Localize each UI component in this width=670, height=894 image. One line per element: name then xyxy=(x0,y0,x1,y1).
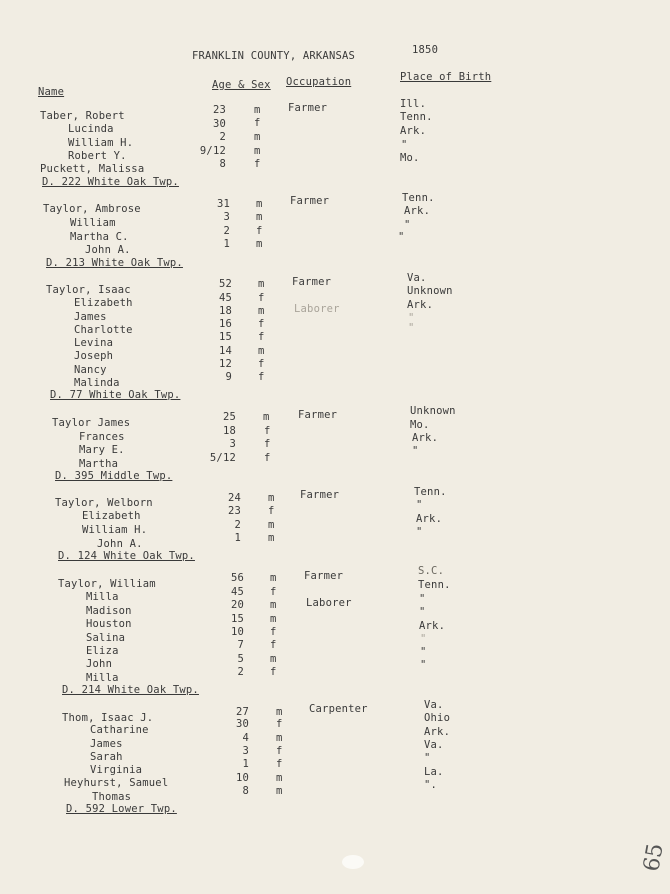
person-name: Malinda xyxy=(74,377,120,389)
person-sex: f xyxy=(258,331,265,343)
person-sex: f xyxy=(258,318,265,330)
person-sex: f xyxy=(258,358,265,370)
person-age: 12 xyxy=(218,358,232,370)
person-name: Milla xyxy=(86,591,119,603)
person-name: John A. xyxy=(85,244,131,256)
person-birthplace: Va. xyxy=(407,272,427,284)
dwelling-label: D. 124 White Oak Twp. xyxy=(58,550,195,562)
person-sex: f xyxy=(268,505,275,517)
person-sex: m xyxy=(268,519,275,531)
person-age: 2 xyxy=(219,131,226,143)
dwelling-label: D. 395 Middle Twp. xyxy=(55,470,173,482)
person-sex: m xyxy=(256,211,263,223)
person-sex: m xyxy=(270,653,277,665)
person-sex: m xyxy=(263,411,270,423)
person-birthplace: Mo. xyxy=(400,152,420,164)
page-number: 65 xyxy=(639,841,669,874)
person-name: Charlotte xyxy=(74,324,133,336)
person-name: Martha C. xyxy=(70,231,129,243)
person-birthplace: Va. xyxy=(424,739,444,751)
person-age: 1 xyxy=(242,758,249,770)
person-name: Thom, Isaac J. xyxy=(62,712,154,724)
person-sex: f xyxy=(258,292,265,304)
person-birthplace: Unknown xyxy=(410,405,456,417)
person-name: Milla xyxy=(86,672,119,684)
person-birthplace: Tenn. xyxy=(418,579,451,591)
person-name: Houston xyxy=(86,618,132,630)
person-age: 31 xyxy=(216,198,230,210)
person-name: Lucinda xyxy=(68,123,114,135)
person-age: 18 xyxy=(218,305,232,317)
person-occupation: Laborer xyxy=(306,597,352,609)
person-age: 10 xyxy=(230,626,244,638)
person-sex: m xyxy=(258,278,265,290)
person-occupation: Farmer xyxy=(292,276,332,288)
person-name: Frances xyxy=(79,431,125,443)
person-sex: f xyxy=(264,438,271,450)
person-name: Taber, Robert xyxy=(40,110,125,122)
person-age: 3 xyxy=(223,211,230,223)
person-sex: f xyxy=(276,745,283,757)
dwelling-label: D. 222 White Oak Twp. xyxy=(42,176,179,188)
paper-blemish xyxy=(342,855,364,869)
person-occupation: Farmer xyxy=(304,570,344,582)
person-age: 3 xyxy=(242,745,249,757)
person-age: 9 xyxy=(225,371,232,383)
person-name: Elizabeth xyxy=(74,297,133,309)
person-birthplace: Ark. xyxy=(404,205,431,217)
person-age: 23 xyxy=(212,104,226,116)
person-age: 10 xyxy=(235,772,249,784)
person-age: 14 xyxy=(218,345,232,357)
person-birthplace: Unknown xyxy=(407,285,453,297)
person-name: William xyxy=(70,217,116,229)
person-age: 2 xyxy=(234,519,241,531)
person-sex: f xyxy=(254,117,261,129)
person-sex: f xyxy=(270,586,277,598)
person-age: 24 xyxy=(227,492,241,504)
person-birthplace: Ark. xyxy=(407,299,434,311)
person-birthplace: " xyxy=(404,219,411,231)
person-age: 18 xyxy=(222,425,236,437)
person-birthplace: " xyxy=(416,526,423,538)
dwelling-label: D. 214 White Oak Twp. xyxy=(62,684,199,696)
person-sex: f xyxy=(264,452,271,464)
person-age: 16 xyxy=(218,318,232,330)
person-name: Nancy xyxy=(74,364,107,376)
dwelling-label: D. 592 Lower Twp. xyxy=(66,803,177,815)
census-year: 1850 xyxy=(412,44,439,56)
dwelling-label: D. 77 White Oak Twp. xyxy=(50,389,181,401)
person-name: Taylor, Isaac xyxy=(46,284,131,296)
person-birthplace: " xyxy=(420,646,427,658)
person-age: 5/12 xyxy=(209,452,236,464)
person-sex: m xyxy=(256,238,263,250)
person-age: 52 xyxy=(218,278,232,290)
dwelling-label: D. 213 White Oak Twp. xyxy=(46,257,183,269)
person-birthplace: " xyxy=(408,322,415,334)
person-birthplace: Ark. xyxy=(412,432,439,444)
person-age: 27 xyxy=(235,706,249,718)
person-sex: f xyxy=(276,718,283,730)
person-name: Salina xyxy=(86,632,126,644)
person-birthplace: " xyxy=(398,231,405,243)
person-name: Eliza xyxy=(86,645,119,657)
person-age: 3 xyxy=(229,438,236,450)
person-occupation: Farmer xyxy=(300,489,340,501)
person-name: William H. xyxy=(68,137,134,149)
person-age: 9/12 xyxy=(199,145,226,157)
person-birthplace: " xyxy=(408,312,415,324)
person-name: Joseph xyxy=(74,350,114,362)
person-age: 1 xyxy=(223,238,230,250)
person-sex: m xyxy=(268,492,275,504)
person-occupation: Farmer xyxy=(290,195,330,207)
person-name: Taylor, William xyxy=(58,578,156,590)
person-name: James xyxy=(74,311,107,323)
person-age: 56 xyxy=(230,572,244,584)
person-name: Mary E. xyxy=(79,444,125,456)
person-birthplace: Mo. xyxy=(410,419,430,431)
person-birthplace: Ark. xyxy=(416,513,443,525)
person-age: 8 xyxy=(242,785,249,797)
person-sex: m xyxy=(254,145,261,157)
person-age: 4 xyxy=(242,732,249,744)
person-name: Sarah xyxy=(90,751,123,763)
person-sex: f xyxy=(270,626,277,638)
person-birthplace: Ohio xyxy=(424,712,451,724)
person-age: 8 xyxy=(219,158,226,170)
person-birthplace: " xyxy=(420,633,427,645)
person-birthplace: " xyxy=(420,659,427,671)
person-birthplace: Va. xyxy=(424,699,444,711)
column-header-occupation: Occupation xyxy=(286,76,352,88)
person-sex: m xyxy=(254,104,261,116)
person-age: 25 xyxy=(222,411,236,423)
person-age: 45 xyxy=(218,292,232,304)
person-birthplace: " xyxy=(412,445,419,457)
person-birthplace: " xyxy=(424,752,431,764)
person-sex: m xyxy=(268,532,275,544)
person-birthplace: Ill. xyxy=(400,98,427,110)
person-occupation: Farmer xyxy=(298,409,338,421)
person-sex: m xyxy=(258,345,265,357)
person-sex: f xyxy=(264,425,271,437)
column-header-name: Name xyxy=(38,86,65,98)
person-name: Madison xyxy=(86,605,132,617)
person-sex: m xyxy=(276,706,283,718)
person-sex: f xyxy=(256,225,263,237)
person-sex: m xyxy=(258,305,265,317)
person-name: Taylor, Ambrose xyxy=(43,203,141,215)
person-birthplace: Tenn. xyxy=(402,192,435,204)
person-age: 2 xyxy=(223,225,230,237)
person-name: Catharine xyxy=(90,724,149,736)
person-birthplace: Ark. xyxy=(400,125,427,137)
person-age: 1 xyxy=(234,532,241,544)
person-birthplace: ". xyxy=(424,779,438,791)
person-sex: m xyxy=(254,131,261,143)
person-birthplace: Ark. xyxy=(419,620,446,632)
person-name: Puckett, Malissa xyxy=(40,163,145,175)
person-sex: m xyxy=(270,572,277,584)
person-name: Elizabeth xyxy=(82,510,141,522)
person-sex: f xyxy=(276,758,283,770)
person-sex: m xyxy=(276,785,283,797)
column-header-birthplace: Place of Birth xyxy=(400,71,492,83)
person-name: Levina xyxy=(74,337,114,349)
person-name: Virginia xyxy=(90,764,143,776)
person-sex: m xyxy=(270,613,277,625)
person-age: 15 xyxy=(230,613,244,625)
person-name: Thomas xyxy=(92,791,132,803)
person-name: James xyxy=(90,738,123,750)
person-birthplace: " xyxy=(416,499,423,511)
person-sex: f xyxy=(258,371,265,383)
person-age: 20 xyxy=(230,599,244,611)
person-name: Martha xyxy=(79,458,119,470)
person-birthplace: Tenn. xyxy=(414,486,447,498)
person-birthplace: La. xyxy=(424,766,444,778)
page-title: FRANKLIN COUNTY, ARKANSAS xyxy=(192,50,356,62)
person-age: 45 xyxy=(230,586,244,598)
person-age: 5 xyxy=(237,653,244,665)
person-birthplace: S.C. xyxy=(418,565,445,577)
person-age: 30 xyxy=(212,118,226,130)
person-birthplace: Tenn. xyxy=(400,111,433,123)
person-occupation: Laborer xyxy=(294,303,340,315)
person-birthplace: " xyxy=(401,139,408,151)
person-occupation: Carpenter xyxy=(309,703,368,715)
person-sex: f xyxy=(270,666,277,678)
person-name: Heyhurst, Samuel xyxy=(64,777,169,789)
person-age: 2 xyxy=(237,666,244,678)
person-age: 7 xyxy=(237,639,244,651)
person-age: 23 xyxy=(227,505,241,517)
person-birthplace: " xyxy=(419,593,426,605)
person-name: John xyxy=(86,658,113,670)
person-sex: f xyxy=(270,639,277,651)
person-birthplace: " xyxy=(419,606,426,618)
column-header-age-sex: Age & Sex xyxy=(212,79,271,91)
person-sex: m xyxy=(256,198,263,210)
person-sex: m xyxy=(270,599,277,611)
person-sex: f xyxy=(254,158,261,170)
person-name: John A. xyxy=(97,538,143,550)
person-name: William H. xyxy=(82,524,148,536)
person-name: Taylor James xyxy=(52,417,131,429)
person-sex: m xyxy=(276,772,283,784)
person-name: Taylor, Welborn xyxy=(55,497,153,509)
person-name: Robert Y. xyxy=(68,150,127,162)
person-age: 30 xyxy=(235,718,249,730)
person-birthplace: Ark. xyxy=(424,726,451,738)
person-occupation: Farmer xyxy=(288,102,328,114)
person-sex: m xyxy=(276,732,283,744)
person-age: 15 xyxy=(218,331,232,343)
